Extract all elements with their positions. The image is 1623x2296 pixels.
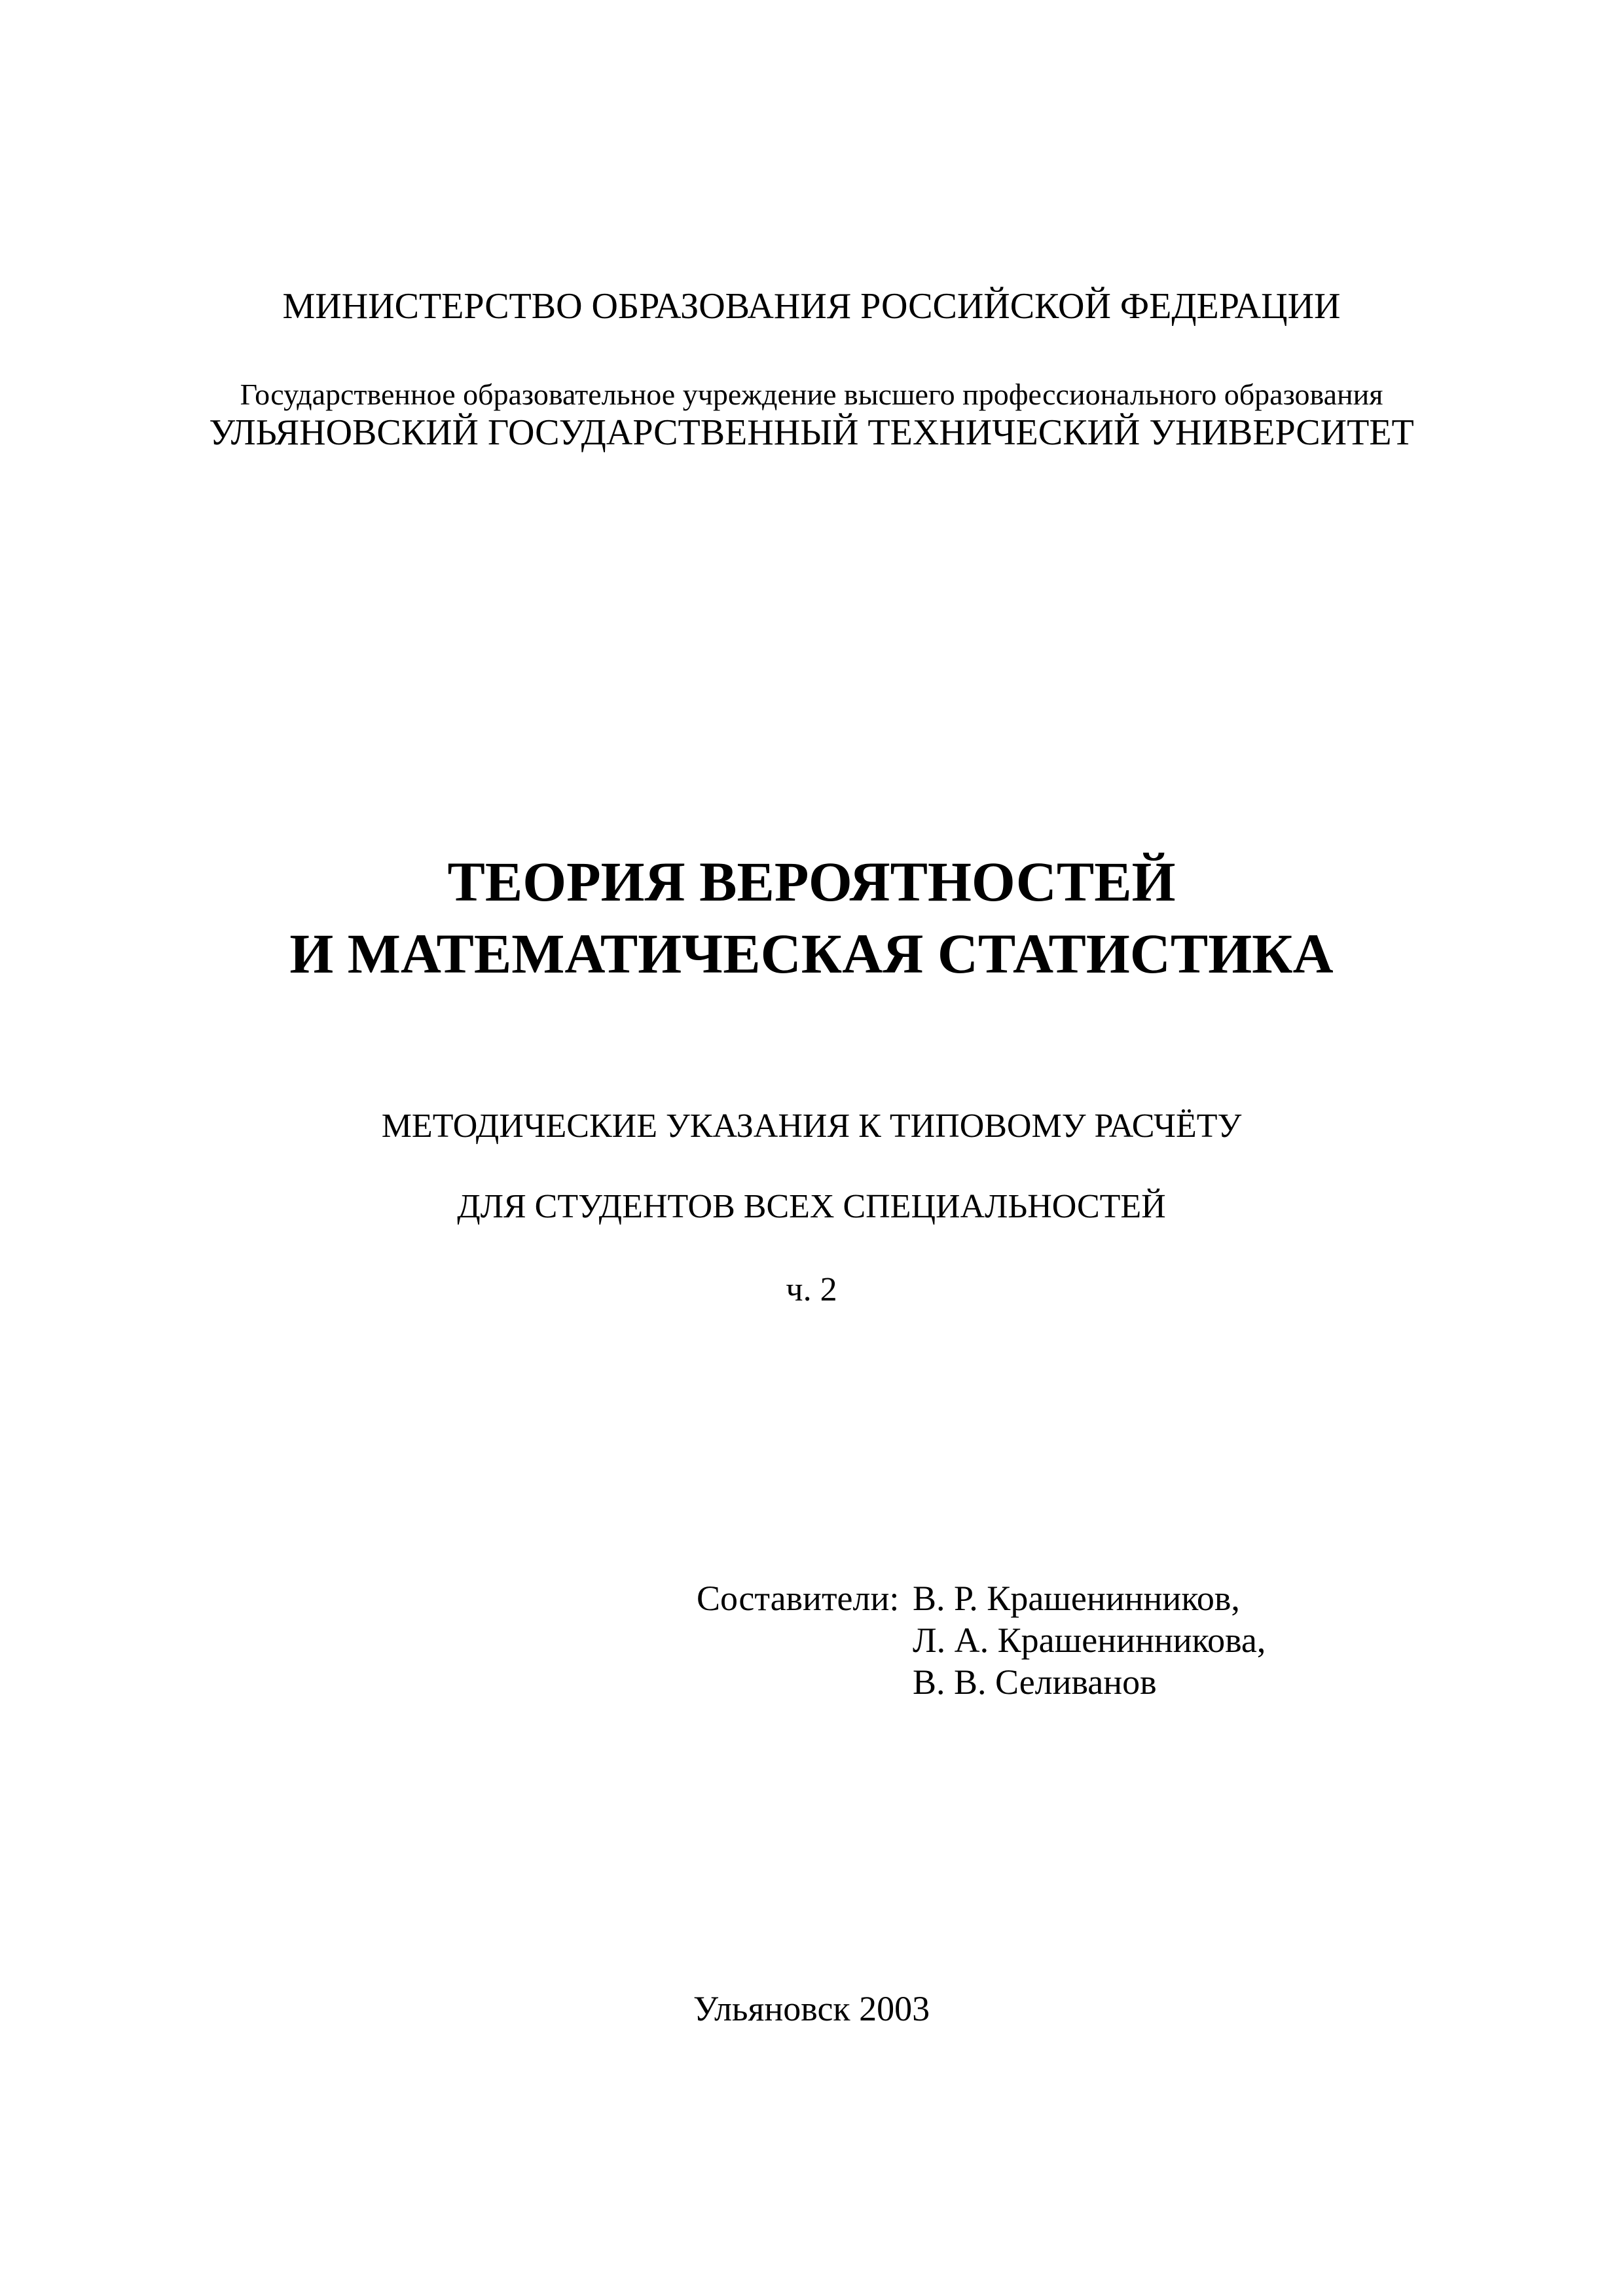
compiler-row <box>697 1577 1266 1619</box>
compiler-name: Л. А. Крашенинникова, <box>913 1621 1266 1660</box>
document-title-line-1: ТЕОРИЯ ВЕРОЯТНОСТЕЙ <box>447 850 1176 913</box>
document-subtitle-line-2: ДЛЯ СТУДЕНТОВ ВСЕХ СПЕЦИАЛЬНОСТЕЙ <box>457 1188 1166 1225</box>
city-year: Ульяновск 2003 <box>693 1989 930 2028</box>
compilers-label-spacer <box>697 1619 913 1661</box>
ministry-name: МИНИСТЕРСТВО ОБРАЗОВАНИЯ РОССИЙСКОЙ ФЕДЕРАЦИИ <box>282 286 1341 327</box>
compilers-block <box>697 1577 1266 1703</box>
document-title-line-2: И МАТЕМАТИЧЕСКАЯ СТАТИСТИКА <box>289 922 1334 985</box>
compiler-row <box>697 1661 1266 1703</box>
university-name: УЛЬЯНОВСКИЙ ГОСУДАРСТВЕННЫЙ ТЕХНИЧЕСКИЙ УНИВЕРСИТЕТ <box>209 412 1414 453</box>
compilers-label: Составители: <box>697 1579 900 1618</box>
compilers-label-spacer <box>697 1661 913 1703</box>
document-subtitle-line-1: МЕТОДИЧЕСКИЕ УКАЗАНИЯ К ТИПОВОМУ РАСЧЁТУ <box>381 1107 1242 1145</box>
compiler-name: В. Р. Крашенинников, <box>913 1579 1240 1618</box>
compiler-name: В. В. Селиванов <box>913 1662 1157 1702</box>
institution-type: Государственное образовательное учреждение высшего профессионального образования <box>240 378 1383 411</box>
compiler-row <box>697 1619 1266 1661</box>
part-number: ч. 2 <box>786 1271 837 1308</box>
